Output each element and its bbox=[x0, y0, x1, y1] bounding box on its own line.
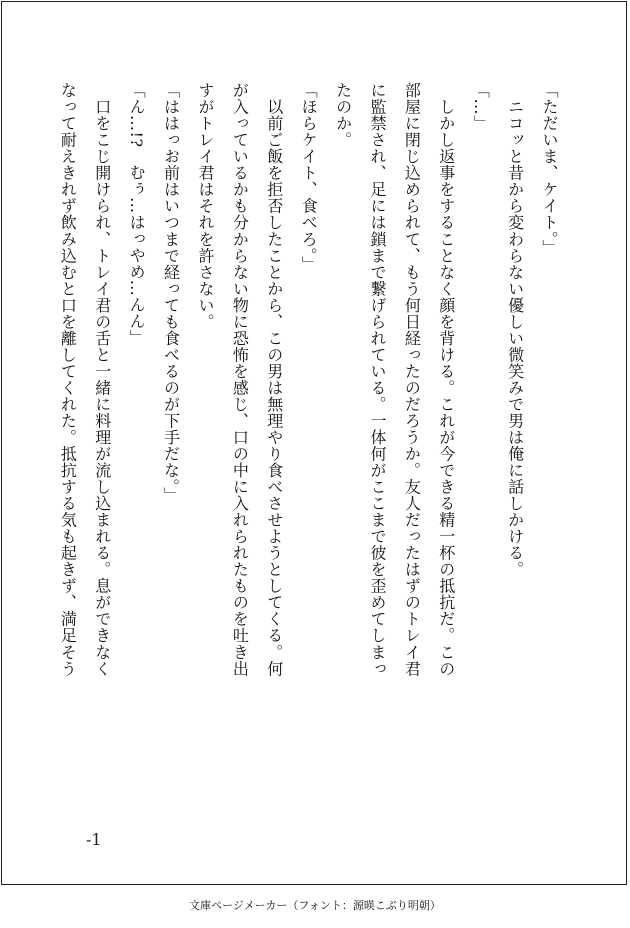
text-line: 「ほらケイト、食べろ。」 bbox=[299, 82, 319, 273]
text-line: 「ははっお前はいつまで経っても食べるのが下手だな。」 bbox=[161, 82, 181, 504]
text-line: に監禁され、足には鎖まで繋げられている。一体何がここまで彼を歪めてしまっ bbox=[367, 82, 387, 677]
page-number: -1 bbox=[86, 830, 102, 849]
text-line: なって耐えきれず飲み込むと口を離してくれた。抵抗する気も起きず、満足そう bbox=[58, 82, 78, 677]
text-line: たのか。 bbox=[333, 82, 353, 149]
text-line: 「…」 bbox=[471, 82, 491, 132]
text-line: 口をこじ開けられ、トレイ君の舌と一緒に料理が流し込まれる。息ができなく bbox=[92, 82, 112, 677]
vertical-text-body bbox=[58, 82, 566, 802]
page-frame bbox=[1, 1, 627, 885]
text-line: が入っているかも分からない物に恐怖を感じ、口の中に入れられたものを吐き出 bbox=[230, 82, 250, 677]
text-line: 「ん…!? むぅ…はっやめ…んん」 bbox=[127, 82, 147, 346]
text-line: 以前ご飯を拒否したことから、この男は無理やり食べさせようとしてくる。何 bbox=[264, 82, 284, 677]
text-line: しかし返事をすることなく顔を背ける。これが今できる精一杯の抵抗だ。この bbox=[436, 82, 456, 677]
text-line: すがトレイ君はそれを許さない。 bbox=[195, 82, 215, 330]
text-line: 部屋に閉じ込められて、もう何日経ったのだろうか。友人だったはずのトレイ君 bbox=[402, 82, 422, 677]
text-line: ニコッと昔から変わらない優しい微笑みで男は俺に話しかける。 bbox=[505, 82, 525, 578]
text-line: 「ただいま、ケイト。」 bbox=[540, 82, 559, 256]
footer-credit: 文庫ページメーカー（フォント：源暎こぶり明朝） bbox=[189, 899, 441, 912]
